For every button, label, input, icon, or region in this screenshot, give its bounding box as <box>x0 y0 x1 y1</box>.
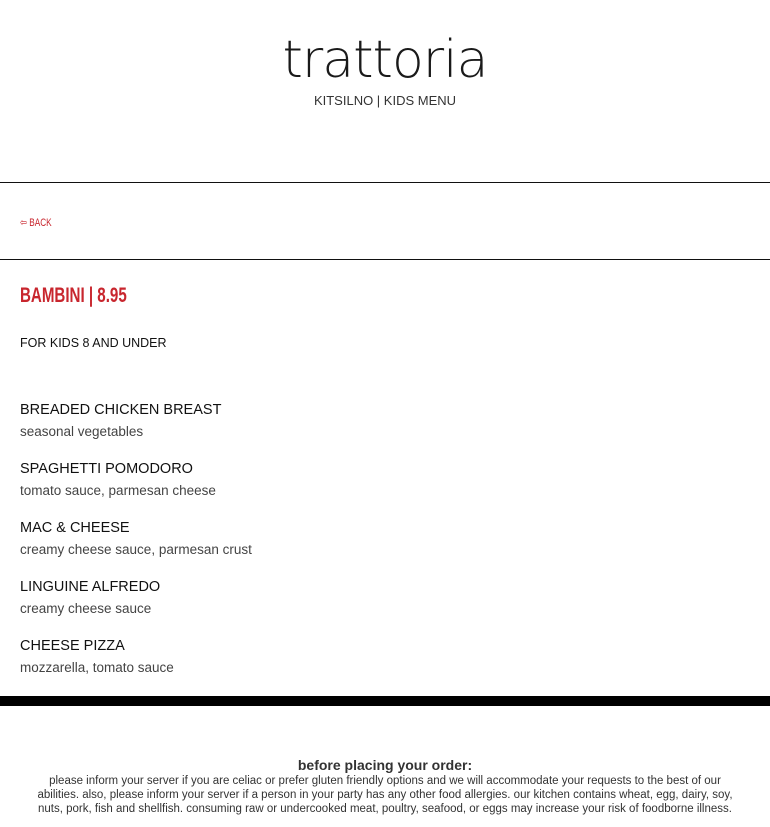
item-name: MAC & CHEESE <box>20 520 130 536</box>
menu-items <box>20 401 252 696</box>
item-description: mozzarella, tomato sauce <box>20 660 174 675</box>
section-note: FOR KIDS 8 AND UNDER <box>20 336 167 350</box>
menu-item <box>20 637 252 696</box>
item-name: BREADED CHICKEN BREAST <box>20 402 222 418</box>
divider <box>0 182 770 183</box>
item-description: tomato sauce, parmesan cheese <box>20 483 216 498</box>
section-title: BAMBINI | 8.95 <box>20 284 127 307</box>
allergy-notice <box>35 756 735 816</box>
notice-text: please inform your server if you are celiac or prefer gluten friendly options and we will accommodate your requests to the best of our abilities. also, please inform your server if a person in your party has any other food allergies. our kitchen contains wheat, egg, dairy, soy, nuts, pork, fish and shellfish. consuming raw or undercooked meat, poultry, seafood, or eggs may increase your risk of foodborne illness. <box>37 775 733 815</box>
item-name: LINGUINE ALFREDO <box>20 579 161 595</box>
item-description: creamy cheese sauce <box>20 601 152 616</box>
logo[interactable]: trattoria <box>282 30 488 90</box>
divider <box>0 259 770 260</box>
menu-item <box>20 460 252 519</box>
menu-item <box>20 401 252 460</box>
page-subtitle: KITSILNO | KIDS MENU <box>313 93 457 108</box>
notice-heading: before placing your order: <box>297 757 473 773</box>
footer-bar <box>0 696 770 706</box>
item-description: creamy cheese sauce, parmesan crust <box>20 542 252 557</box>
item-name: CHEESE PIZZA <box>20 638 125 654</box>
back-link[interactable]: ⇦ BACK <box>20 217 52 229</box>
menu-item <box>20 578 252 637</box>
menu-item <box>20 519 252 578</box>
item-name: SPAGHETTI POMODORO <box>20 461 193 477</box>
item-description: seasonal vegetables <box>20 424 144 439</box>
